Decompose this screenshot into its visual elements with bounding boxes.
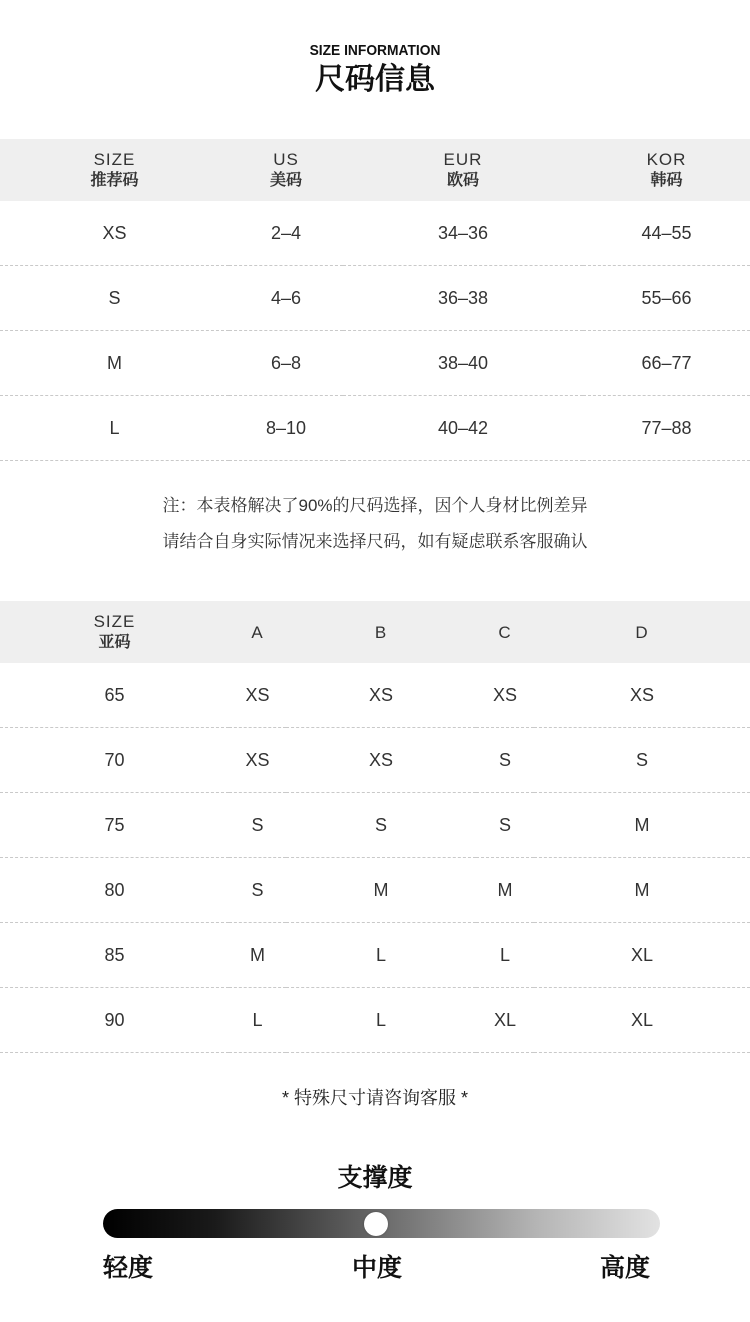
table-row — [0, 988, 750, 1053]
page-header — [0, 0, 750, 98]
cell-c: XS — [476, 663, 534, 728]
support-level-title: 支撑度 — [337, 1164, 413, 1192]
cell-b: L — [286, 923, 476, 988]
cell-c: L — [476, 923, 534, 988]
cell-band: 75 — [0, 793, 229, 858]
cup-size-header — [0, 601, 750, 663]
cell-a: L — [229, 988, 286, 1053]
note-line-1: 注：本表格解决了90%的尺码选择，因个人身材比例差异 — [162, 496, 588, 515]
cell-d: XS — [534, 663, 750, 728]
cell-b: S — [286, 793, 476, 858]
custom-size-footnote: * 特殊尺寸请咨询客服 * — [281, 1088, 468, 1108]
cell-d: M — [534, 793, 750, 858]
cell-us: 8–10 — [229, 396, 343, 461]
cell-a: M — [229, 923, 286, 988]
size-information-subtitle: SIZE INFORMATION — [309, 42, 441, 59]
cell-us: 2–4 — [229, 201, 343, 266]
cell-eur: 38–40 — [343, 331, 583, 396]
cell-c: XL — [476, 988, 534, 1053]
support-level-indicator — [364, 1212, 388, 1236]
cell-b: L — [286, 988, 476, 1053]
cell-size: XS — [0, 201, 229, 266]
cell-kor: 77–88 — [583, 396, 750, 461]
cell-d: S — [534, 728, 750, 793]
cell-a: XS — [229, 728, 286, 793]
header-us: US 美码 — [269, 150, 302, 189]
cell-kor: 55–66 — [583, 266, 750, 331]
header-asia-size: SIZE 亚码 — [93, 612, 136, 651]
cell-d: XL — [534, 988, 750, 1053]
size-conversion-table — [0, 139, 750, 461]
support-label-high: 高度 — [600, 1254, 651, 1282]
cell-d: M — [534, 858, 750, 923]
cell-d: XL — [534, 923, 750, 988]
table-row — [0, 396, 750, 461]
table-row — [0, 663, 750, 728]
cell-c: M — [476, 858, 534, 923]
cell-c: S — [476, 793, 534, 858]
page-title: 尺码信息 — [315, 63, 435, 96]
cup-size-table — [0, 601, 750, 1053]
header-cup-c: C — [498, 622, 512, 642]
cell-band: 70 — [0, 728, 229, 793]
header-cup-d: D — [635, 622, 649, 642]
header-size: SIZE 推荐码 — [90, 150, 139, 189]
cell-band: 65 — [0, 663, 229, 728]
cell-b: XS — [286, 728, 476, 793]
cell-size: S — [0, 266, 229, 331]
cell-band: 80 — [0, 858, 229, 923]
cell-eur: 36–38 — [343, 266, 583, 331]
cell-a: S — [229, 858, 286, 923]
table-row — [0, 923, 750, 988]
header-kor: KOR 韩码 — [646, 150, 687, 189]
cell-size: M — [0, 331, 229, 396]
cell-band: 90 — [0, 988, 229, 1053]
note-line-2: 请结合自身实际情况来选择尺码，如有疑虑联系客服确认 — [162, 532, 588, 551]
cell-us: 6–8 — [229, 331, 343, 396]
support-label-low: 轻度 — [103, 1254, 154, 1282]
table-row — [0, 266, 750, 331]
cell-eur: 34–36 — [343, 201, 583, 266]
cell-band: 85 — [0, 923, 229, 988]
table-row — [0, 793, 750, 858]
cell-us: 4–6 — [229, 266, 343, 331]
cell-b: M — [286, 858, 476, 923]
cell-b: XS — [286, 663, 476, 728]
size-conversion-header — [0, 139, 750, 201]
cell-c: S — [476, 728, 534, 793]
table-row — [0, 331, 750, 396]
size-note — [0, 488, 750, 560]
cell-eur: 40–42 — [343, 396, 583, 461]
support-label-mid: 中度 — [352, 1254, 403, 1282]
cell-size: L — [0, 396, 229, 461]
header-eur: EUR 欧码 — [443, 150, 483, 189]
table-row — [0, 201, 750, 266]
cell-kor: 66–77 — [583, 331, 750, 396]
header-cup-b: B — [374, 622, 388, 642]
cell-a: S — [229, 793, 286, 858]
cell-a: XS — [229, 663, 286, 728]
header-cup-a: A — [251, 622, 264, 642]
table-row — [0, 858, 750, 923]
table-row — [0, 728, 750, 793]
cell-kor: 44–55 — [583, 201, 750, 266]
